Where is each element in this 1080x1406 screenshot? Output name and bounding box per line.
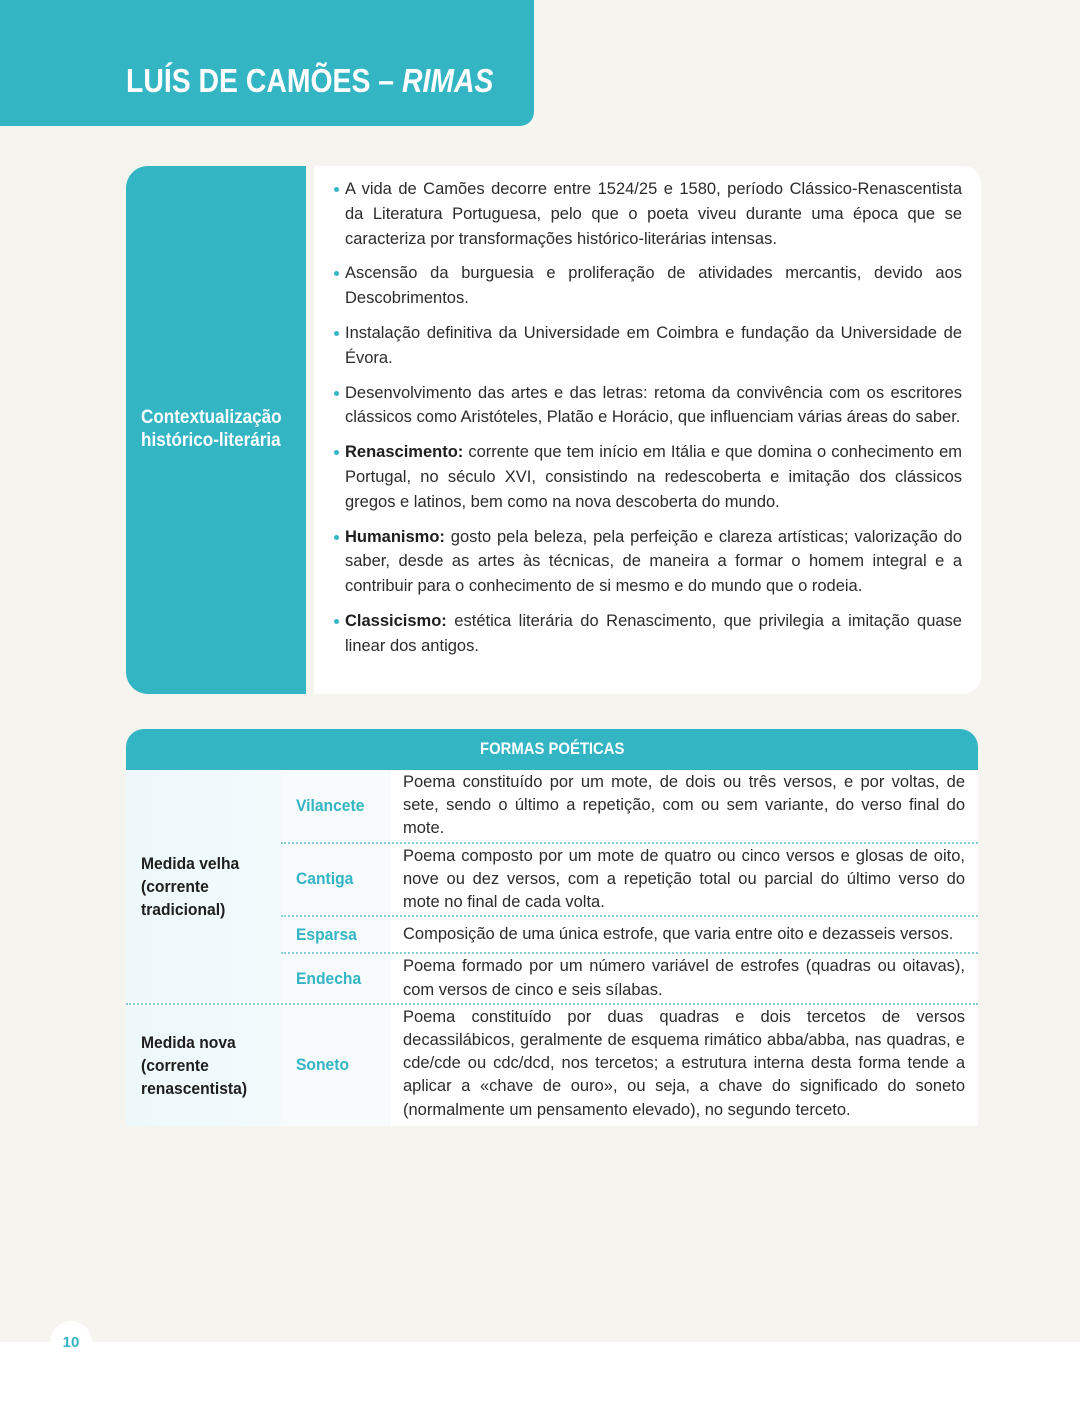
table-row: [281, 842, 978, 916]
form-name: [281, 770, 391, 842]
group-label: [126, 1005, 281, 1126]
context-section: [126, 166, 981, 694]
bullet-term: Renascimento:: [345, 443, 464, 462]
bullet-item: [334, 525, 962, 599]
bullet-item: [334, 321, 962, 371]
group-label-text: Medida nova (corrente renascentista): [141, 1032, 248, 1098]
bullet-dot-icon: [334, 271, 339, 276]
bullet-text: Instalação definitiva da Universidade em Coimbra e fundação da Universidade de Évora.: [345, 323, 962, 367]
table-row: [281, 952, 978, 1002]
bullet-item: [334, 381, 962, 431]
group-medida-nova: [126, 1003, 978, 1126]
form-description: Poema composto por um mote de quatro ou cinco versos e glosas de oito, nove ou dez versos, com a repetição total ou parcial do último verso do mote no final de cada volta.: [403, 846, 965, 912]
bullet-dot-icon: [334, 187, 339, 192]
form-name-text: Vilancete: [296, 795, 365, 815]
bullet-item: [334, 177, 962, 251]
form-name: [281, 954, 391, 1002]
context-label-column: [126, 166, 306, 694]
group-medida-velha: [126, 770, 978, 1003]
group-label: [126, 770, 281, 1003]
form-description: Poema constituído por um mote, de dois ou três versos, e por voltas, de sete, sendo o último a repetição, com ou sem variante, do verso final do mote.: [403, 773, 965, 838]
bullet-dot-icon: [334, 391, 339, 396]
page-title: [126, 62, 493, 100]
table-row: [281, 915, 978, 952]
bullet-item: [334, 609, 962, 659]
bullet-term: Humanismo:: [345, 527, 445, 546]
form-description: Poema constituído por duas quadras e dois tercetos de versos decassilábicos, geralmente de esquema rimático abba/abba, nas quadras, e cde/cde ou cdc/dcd, nos tercetos; a estrutura interna desta forma tende a aplicar a «chave de ouro», ou seja, a chave do significado do soneto (normalmente um pensamento elevado), no segundo terceto.: [403, 1007, 965, 1119]
group-rows: [281, 770, 978, 1003]
page-number-text: 10: [62, 1333, 80, 1351]
bullet-item: [334, 440, 962, 514]
bullet-dot-icon: [334, 450, 339, 455]
footer-strip: [0, 1342, 1080, 1406]
group-rows: [281, 1005, 978, 1126]
context-body: [314, 166, 981, 694]
forms-table-header: [126, 729, 978, 770]
forms-table-body: [126, 770, 978, 1126]
bullet-text: corrente que tem início em Itália e que domina o conhecimento em Portugal, no século XVI, consistindo na redescoberta e imitação dos clássicos gregos e latinos, bem como na nova descoberta do mundo.: [345, 443, 962, 511]
form-name-text: Cantiga: [296, 869, 354, 889]
bullet-term: Classicismo:: [345, 611, 447, 630]
form-name: [281, 917, 391, 952]
bullet-text: Ascensão da burguesia e proliferação de atividades mercantis, devido aos Descobrimentos.: [345, 264, 962, 308]
form-name-text: Esparsa: [296, 924, 357, 944]
bullet-dot-icon: [334, 331, 339, 336]
page-number: [50, 1321, 92, 1363]
form-name-text: Soneto: [296, 1055, 350, 1075]
form-name: [281, 844, 391, 916]
title-main: LUÍS DE CAMÕES –: [126, 62, 402, 99]
table-row: [281, 770, 978, 842]
bullet-text: estética literária do Renascimento, que privilegia a imitação quase linear dos antigos.: [345, 611, 962, 655]
context-bullet-list: [334, 177, 962, 669]
table-row: [281, 1005, 978, 1126]
bullet-dot-icon: [334, 535, 339, 540]
forms-table: [126, 729, 978, 1126]
forms-table-title: FORMAS POÉTICAS: [479, 740, 625, 758]
title-emphasis: RIMAS: [401, 62, 494, 99]
context-label: Contextualização histórico-literária: [141, 407, 282, 451]
form-name: [281, 1005, 391, 1126]
form-name-text: Endecha: [296, 968, 362, 988]
bullet-text: gosto pela beleza, pela perfeição e clareza artísticas; valorização do saber, desde as artes às técnicas, de maneira a formar o homem integral e a contribuir para o conhecimento de si mesmo e do mundo que o rodeia.: [345, 527, 962, 596]
group-label-text: Medida velha (corrente tradicional): [141, 853, 240, 919]
bullet-text: A vida de Camões decorre entre 1524/25 e 1580, período Clássico-Renascentista da Literatura Portuguesa, pelo que o poeta viveu durante uma época que se caracteriza por transformações histórico-literárias intensas.: [345, 180, 962, 248]
bullet-text: Desenvolvimento das artes e das letras: retoma da convivência com os escritores clássicos como Aristóteles, Platão e Horácio, que influenciam várias áreas do saber.: [345, 383, 962, 427]
bullet-dot-icon: [334, 619, 339, 624]
form-description: Poema formado por um número variável de estrofes (quadras ou oitavas), com versos de cinco e seis sílabas.: [403, 957, 965, 999]
bullet-item: [334, 261, 962, 311]
form-description: Composição de uma única estrofe, que varia entre oito e dezasseis versos.: [403, 925, 954, 944]
